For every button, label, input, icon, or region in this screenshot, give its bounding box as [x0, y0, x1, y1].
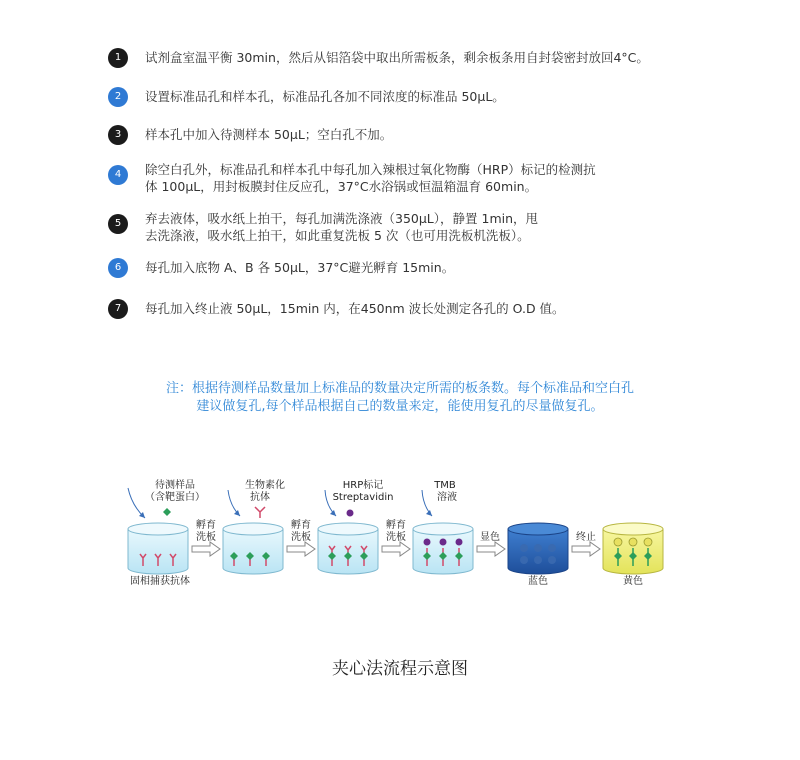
svg-text:抗体: 抗体	[250, 492, 270, 503]
svg-text:溶液: 溶液	[437, 492, 457, 503]
note-line: 建议做复孔,每个样品根据自己的数量来定，能使用复孔的尽量做复孔。	[196, 399, 604, 414]
svg-text:洗板: 洗板	[386, 532, 406, 543]
sandwich-elisa-diagram	[110, 476, 690, 596]
step-line: 每孔加入底物 A、B 各 50μL，37°C避光孵育 15min。	[145, 260, 455, 275]
svg-text:Streptavidin: Streptavidin	[332, 492, 394, 503]
svg-text:孵育: 孵育	[386, 520, 406, 531]
step-line: 试剂盒室温平衡 30min，然后从铝箔袋中取出所需板条，剩余板条用自封袋密封放回4°C。	[145, 50, 649, 65]
svg-text:（含靶蛋白）: （含靶蛋白）	[145, 492, 205, 503]
note	[0, 380, 800, 416]
label-solid-antibody: 固相捕获抗体	[130, 576, 190, 587]
step-text	[145, 259, 665, 276]
biotin-antibody-icon	[255, 507, 265, 518]
step-text	[145, 126, 665, 143]
svg-text:待测样品: 待测样品	[155, 480, 195, 491]
well-1	[128, 523, 188, 574]
svg-text:洗板: 洗板	[196, 532, 216, 543]
step-number: 6	[108, 258, 128, 278]
arrow-label-stop: 终止	[576, 532, 596, 543]
well-4	[413, 523, 473, 574]
well-2	[223, 523, 283, 574]
step-text	[145, 300, 665, 317]
well-blue	[508, 523, 568, 574]
note-line: 注：根据待测样品数量加上标准品的数量决定所需的板条数。每个标准品和空白孔	[165, 381, 634, 396]
diagram-caption: 夹心法流程示意图	[332, 659, 468, 679]
step-line: 每孔加入终止液 50μL，15min 内，在450nm 波长处测定各孔的 O.D 值。	[145, 301, 565, 316]
step-line: 弃去液体，吸水纸上拍干，每孔加满洗涤液（350μL），静置 1min，甩	[145, 211, 539, 226]
arrow-label-color: 显色	[480, 532, 500, 543]
step-line: 样本孔中加入待测样本 50μL；空白孔不加。	[145, 127, 393, 142]
step-number: 5	[108, 214, 128, 234]
label-biotin-antibody	[245, 478, 285, 503]
step-text	[145, 210, 665, 244]
hrp-icon	[347, 510, 354, 517]
pointer-arrowheads	[139, 510, 432, 518]
well-yellow	[603, 523, 663, 574]
arrow-label-1	[196, 518, 216, 543]
step-line: 除空白孔外，标准品孔和样本孔中每孔加入辣根过氧化物酶（HRP）标记的检测抗	[145, 162, 596, 177]
step-text	[145, 49, 665, 66]
step-line: 去洗涤液，吸水纸上拍干，如此重复洗板 5 次（也可用洗板机洗板）。	[145, 228, 530, 243]
arrow-label-2	[291, 518, 311, 543]
svg-text:生物素化: 生物素化	[245, 480, 285, 491]
label-tmb	[433, 480, 457, 503]
label-sample	[145, 478, 205, 503]
svg-text:孵育: 孵育	[196, 520, 216, 531]
step-line: 体 100μL，用封板膜封住反应孔，37°C水浴锅或恒温箱温育 60min。	[145, 179, 538, 194]
antigen-icon	[163, 508, 171, 516]
step-number: 4	[108, 165, 128, 185]
step-number: 7	[108, 299, 128, 319]
step-text	[145, 161, 665, 195]
arrow-label-3	[386, 518, 406, 543]
step-number: 1	[108, 48, 128, 68]
svg-text:TMB: TMB	[434, 480, 456, 491]
step-line: 设置标准品孔和样本孔，标准品孔各加不同浓度的标准品 50μL。	[145, 89, 505, 104]
svg-text:洗板: 洗板	[291, 532, 311, 543]
step-text	[145, 88, 665, 105]
label-blue: 蓝色	[528, 576, 548, 587]
step-number: 3	[108, 125, 128, 145]
svg-text:孵育: 孵育	[291, 520, 311, 531]
label-hrp	[333, 478, 394, 503]
step-number: 2	[108, 87, 128, 107]
svg-text:HRP标记: HRP标记	[342, 480, 384, 491]
label-yellow: 黄色	[623, 576, 643, 587]
well-3	[318, 523, 378, 574]
